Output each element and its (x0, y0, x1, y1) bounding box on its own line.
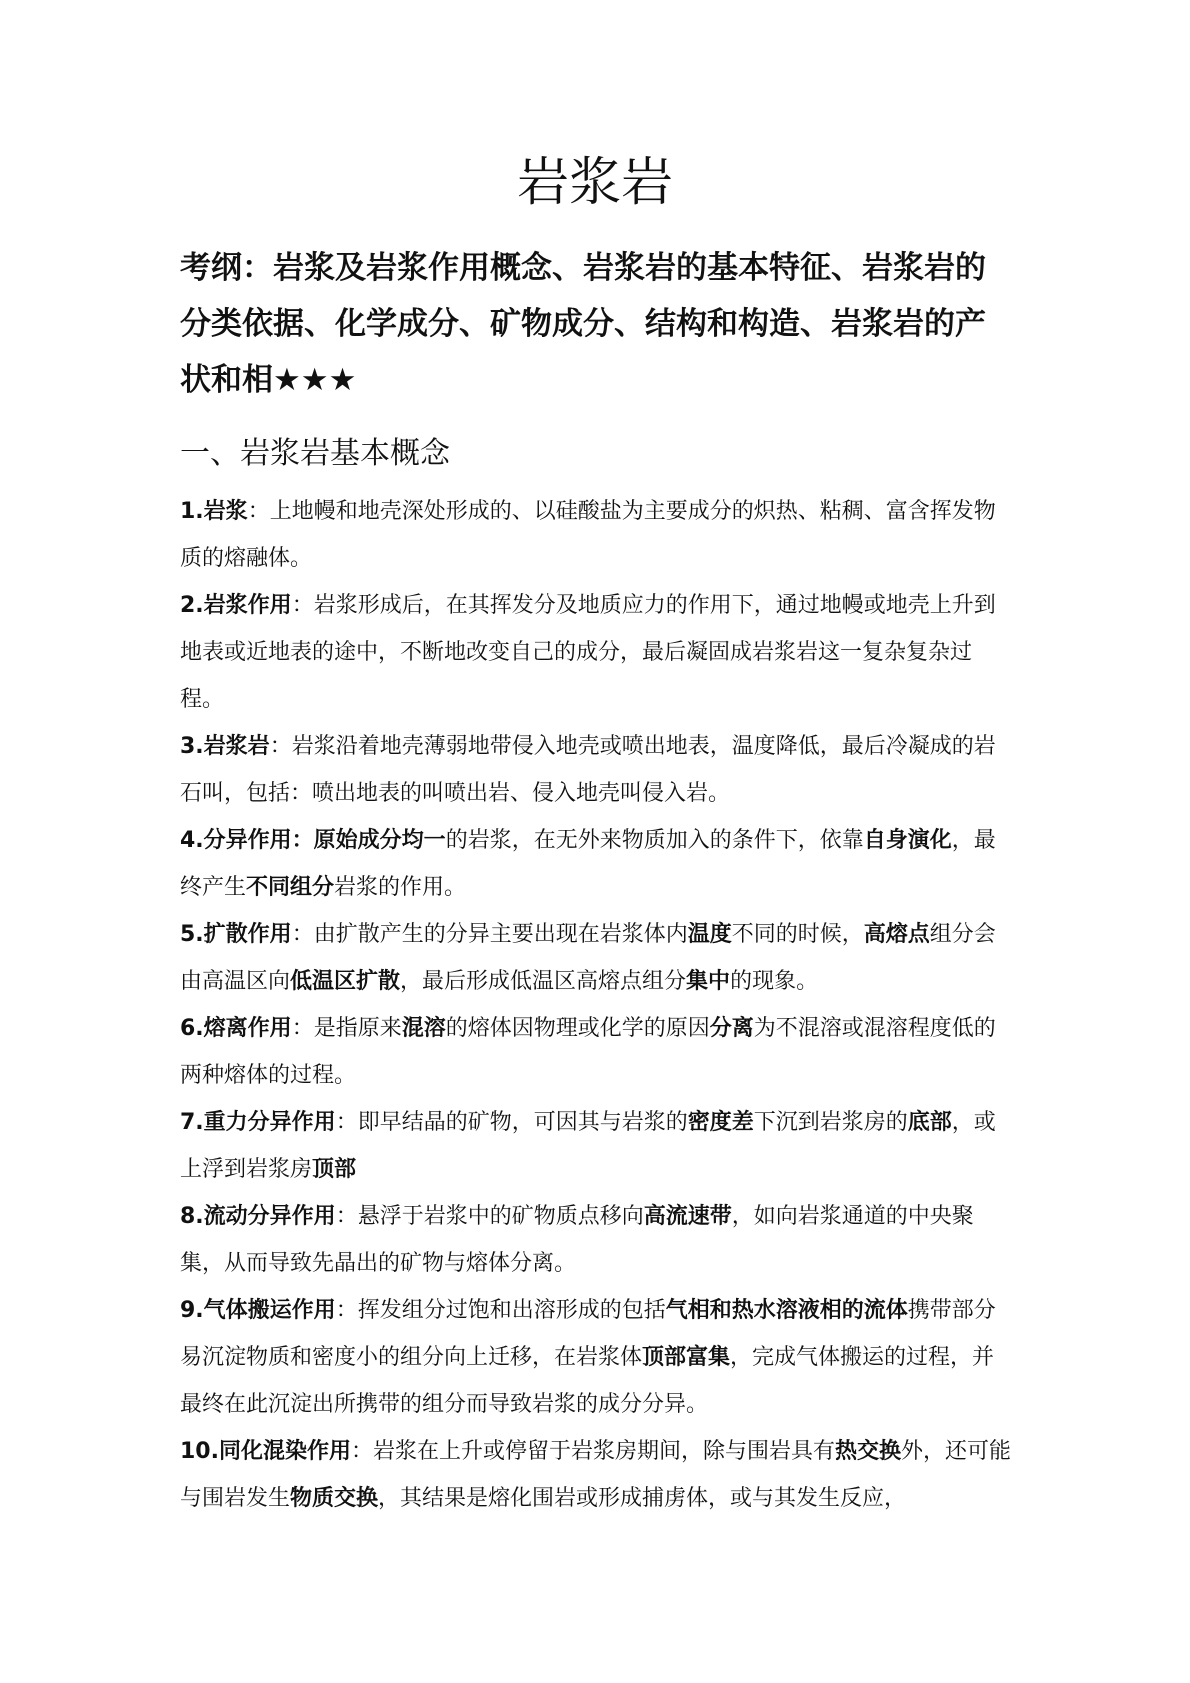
definition-item (180, 1428, 1015, 1522)
definition-text: ：悬浮于岩浆中的矿物质点移向 (335, 1204, 644, 1229)
bold-term: 不同组分 (246, 875, 335, 900)
definition-text: 的岩浆，在无外来物质加入的条件下，依靠 (445, 828, 864, 853)
bold-term: 6. (180, 1016, 204, 1041)
definition-text: ，其结果是熔化围岩或形成捕虏体，或与其发生反应， (378, 1486, 907, 1511)
definition-text: 的现象。 (730, 969, 819, 994)
definition-item (180, 723, 1015, 817)
bold-term: 扩散作用 (203, 922, 292, 947)
bold-term: 集中 (686, 969, 731, 994)
bold-term: 岩浆岩 (203, 734, 270, 759)
definition-item (180, 1005, 1015, 1099)
section-heading: 一、岩浆岩基本概念 (180, 436, 450, 471)
bold-term: 高流速带 (643, 1204, 732, 1229)
definition-text: ，最后形成低温区高熔点组分 (400, 969, 687, 994)
definition-text: ：岩浆沿着地壳薄弱地带侵入地壳或喷出地表，温度降低，最后冷凝成的岩石叫，包括：喷出地表的叫喷出岩、侵入地壳叫侵入岩。 (180, 734, 996, 806)
bold-term: 底部 (907, 1110, 952, 1135)
definition-text: 岩浆的作用。 (334, 875, 467, 900)
bold-term: 混溶 (401, 1016, 446, 1041)
bold-term: 分离 (709, 1016, 754, 1041)
definition-text: ：上地幔和地壳深处形成的、以硅酸盐为主要成分的炽热、粘稠、富含挥发物质的熔融体。 (180, 499, 996, 571)
bold-term: 自身演化 (863, 828, 952, 853)
bold-term: 3. (180, 734, 204, 759)
syllabus-outline: 考纲：岩浆及岩浆作用概念、岩浆岩的基本特征、岩浆岩的分类依据、化学成分、矿物成分、结构和构造、岩浆岩的产状和相★★★ (180, 250, 986, 398)
bold-term: 温度 (687, 922, 732, 947)
bold-term: 7. (180, 1110, 204, 1135)
definition-text: 外，还可能与围岩发生 (180, 1439, 1012, 1511)
bold-term: 5. (180, 922, 204, 947)
definition-item (180, 1287, 1015, 1428)
bold-term: 高熔点 (863, 922, 930, 947)
bold-term: 熔离作用 (203, 1016, 292, 1041)
bold-term: 10. (180, 1439, 219, 1464)
bold-term: 岩浆作用 (203, 593, 292, 618)
definition-text: ：是指原来 (291, 1016, 402, 1041)
definition-item (180, 1099, 1015, 1193)
bold-term: 密度差 (687, 1110, 754, 1135)
definition-item (180, 911, 1015, 1005)
bold-term: 同化混染作用 (218, 1439, 351, 1464)
definition-text: ：岩浆在上升或停留于岩浆房期间，除与围岩具有 (351, 1439, 836, 1464)
bold-term: 物质交换 (290, 1486, 379, 1511)
definition-text: 不同的时候， (731, 922, 864, 947)
definition-item (180, 488, 1015, 582)
bold-term: 1. (180, 499, 204, 524)
bold-term: 流动分异作用 (203, 1204, 336, 1229)
bold-term: 8. (180, 1204, 204, 1229)
definition-text: ，或上浮到岩浆房 (180, 1110, 996, 1182)
bold-term: 热交换 (835, 1439, 902, 1464)
bold-term: 2. (180, 593, 204, 618)
definition-text: ：即早结晶的矿物，可因其与岩浆的 (335, 1110, 688, 1135)
definition-text: ：挥发组分过饱和出溶形成的包括 (335, 1298, 666, 1323)
definition-text: 的熔体因物理或化学的原因 (445, 1016, 710, 1041)
bold-term: 顶部 (312, 1157, 357, 1182)
definition-item (180, 582, 1015, 723)
bold-term: 重力分异作用 (203, 1110, 336, 1135)
definition-text: 下沉到岩浆房的 (753, 1110, 908, 1135)
bold-term: 气体搬运作用 (203, 1298, 336, 1323)
bold-term: 低温区扩散 (290, 969, 401, 994)
bold-term: 9. (180, 1298, 204, 1323)
bold-term: 顶部富集 (642, 1345, 731, 1370)
definition-text: 组分会由高温区向 (180, 922, 996, 994)
bold-term: 4. (180, 828, 204, 853)
bold-term: 分异作用：原始成分均一 (203, 828, 446, 853)
definition-item (180, 817, 1015, 911)
definition-item (180, 1193, 1015, 1287)
page-title: 岩浆岩 (516, 153, 673, 213)
definition-text: ，完成气体搬运的过程，并最终在此沉淀出所携带的组分而导致岩浆的成分分异。 (180, 1345, 995, 1417)
definition-text: ：由扩散产生的分异主要出现在岩浆体内 (291, 922, 688, 947)
definition-text: ，如向岩浆通道的中央聚集，从而导致先晶出的矿物与熔体分离。 (180, 1204, 974, 1276)
bold-term: 气相和热水溶液相的流体 (665, 1298, 908, 1323)
definition-text: ，最终产生 (180, 828, 996, 900)
definition-list (180, 488, 1015, 1522)
definition-text: 携带部分易沉淀物质和密度小的组分向上迁移，在岩浆体 (180, 1298, 996, 1370)
definition-text: ：岩浆形成后，在其挥发分及地质应力的作用下，通过地幔或地壳上升到地表或近地表的途中，不断地改变自己的成分，最后凝固成岩浆岩这一复杂复杂过程。 (180, 593, 996, 712)
definition-text: 为不混溶或混溶程度低的两种熔体的过程。 (180, 1016, 996, 1088)
bold-term: 岩浆 (203, 499, 248, 524)
